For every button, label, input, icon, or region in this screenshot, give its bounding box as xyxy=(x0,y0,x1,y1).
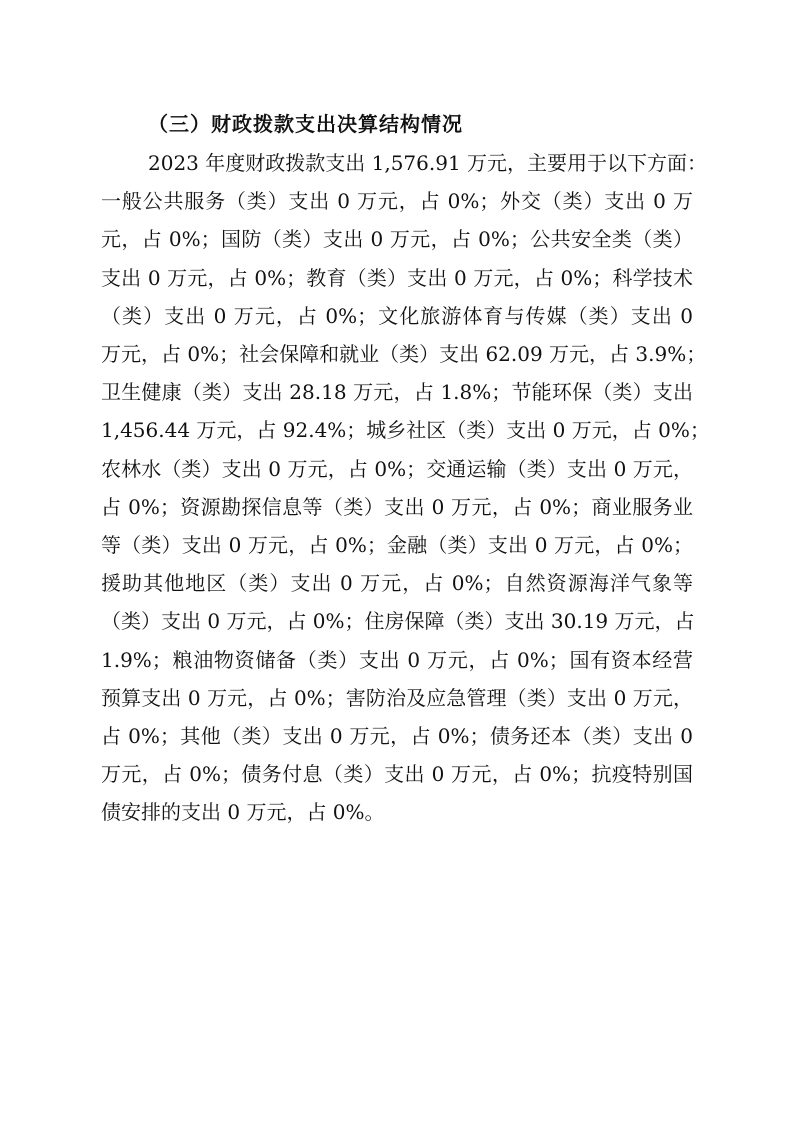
paragraph-line: 1,456.44 万元，占 92.4%；城乡社区（类）支出 0 万元，占 0%； xyxy=(101,418,710,443)
paragraph-line: 农林水（类）支出 0 万元，占 0%；交通运输（类）支出 0 万元， xyxy=(101,456,693,481)
paragraph-line: 等（类）支出 0 万元，占 0%；金融（类）支出 0 万元，占 0%； xyxy=(101,533,693,558)
paragraph-line: 万元，占 0%；社会保障和就业（类）支出 62.09 万元，占 3.9%； xyxy=(101,342,707,367)
paragraph-line: （类）支出 0 万元，占 0%；文化旅游体育与传媒（类）支出 0 xyxy=(101,303,693,328)
paragraph-line: 支出 0 万元，占 0%；教育（类）支出 0 万元，占 0%；科学技术 xyxy=(101,265,693,290)
paragraph-line: 援助其他地区（类）支出 0 万元，占 0%；自然资源海洋气象等 xyxy=(101,571,693,596)
section-heading: （三）财政拨款支出决算结构情况 xyxy=(148,112,463,136)
paragraph-line: 1.9%；粮油物资储备（类）支出 0 万元，占 0%；国有资本经营 xyxy=(101,647,693,672)
paragraph-line: 一般公共服务（类）支出 0 万元，占 0%；外交（类）支出 0 万 xyxy=(101,189,693,214)
paragraph-line: 预算支出 0 万元，占 0%；害防治及应急管理（类）支出 0 万元， xyxy=(101,685,693,710)
section-body-paragraph xyxy=(101,144,710,832)
paragraph-line: 2023 年度财政拨款支出 1,576.91 万元，主要用于以下方面： xyxy=(148,151,708,175)
paragraph-line: 万元，占 0%；债务付息（类）支出 0 万元，占 0%；抗疫特别国 xyxy=(101,762,693,787)
paragraph-line: （类）支出 0 万元，占 0%；住房保障（类）支出 30.19 万元，占 xyxy=(101,609,695,634)
paragraph-line: 元，占 0%；国防（类）支出 0 万元，占 0%；公共安全类（类） xyxy=(101,227,693,252)
paragraph-line: 债安排的支出 0 万元，占 0%。 xyxy=(101,800,385,825)
paragraph-line: 卫生健康（类）支出 28.18 万元，占 1.8%；节能环保（类）支出 xyxy=(101,380,693,405)
paragraph-line: 占 0%；其他（类）支出 0 万元，占 0%；债务还本（类）支出 0 xyxy=(101,724,693,749)
paragraph-line: 占 0%；资源勘探信息等（类）支出 0 万元，占 0%；商业服务业 xyxy=(101,494,693,519)
